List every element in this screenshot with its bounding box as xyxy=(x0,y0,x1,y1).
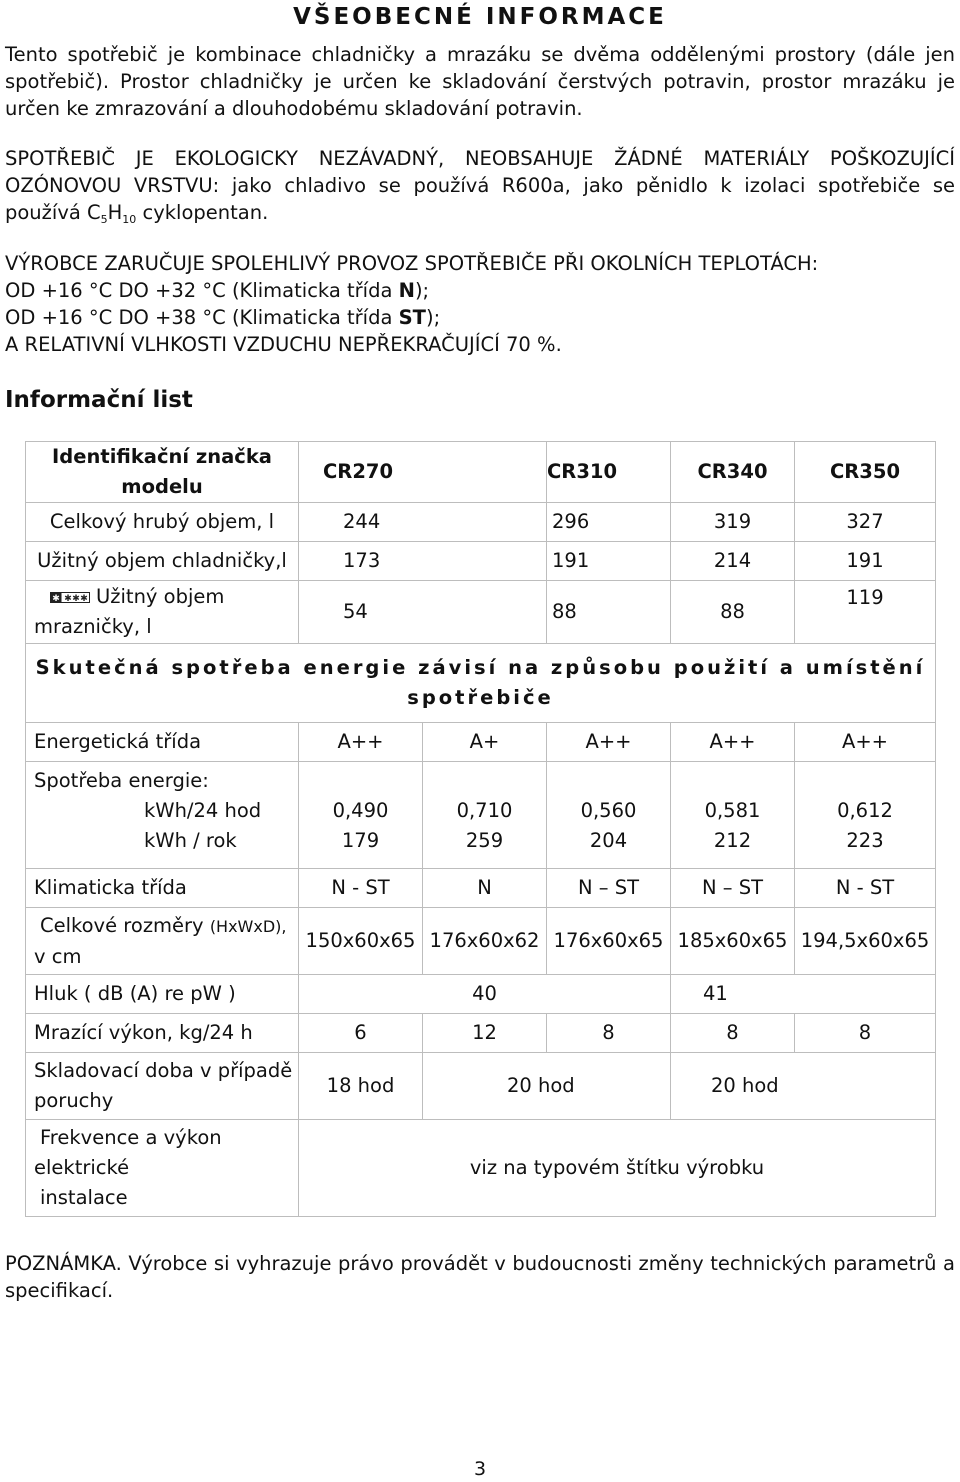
energy-class-value: A++ xyxy=(671,723,795,762)
freeze-power-value: 8 xyxy=(547,1014,671,1053)
energy-class-value: A++ xyxy=(299,723,423,762)
freezer-volume-value: 119 xyxy=(795,581,936,644)
gross-volume-value: 296 xyxy=(547,503,671,542)
freeze-power-label: Mrazící výkon, kg/24 h xyxy=(26,1014,299,1053)
energy-class-value: A+ xyxy=(423,723,547,762)
gross-volume-label: Celkový hrubý objem, l xyxy=(26,503,299,542)
dimensions-value: 176x60x62 xyxy=(423,908,547,975)
storage-time-value: 18 hod xyxy=(299,1053,423,1120)
electric-label-a: Frekvence a výkon xyxy=(40,1126,222,1149)
svg-text:✱: ✱ xyxy=(64,594,72,603)
eco-text: SPOTŘEBIČ JE EKOLOGICKY NEZÁVADNÝ, NEOBSAHUJE ŽÁDNÉ MATERIÁLY POŠKOZUJÍCÍ OZÓNOVOU VRSTVU: jako chladivo se používá R600a, jako pěnidlo k izolaci spotřebiče se používá C xyxy=(5,147,955,224)
dimensions-label-a: Celkové rozměry xyxy=(40,913,204,937)
eco-c-subscript: 5 xyxy=(100,213,108,226)
section-title: Informační list xyxy=(5,387,193,413)
footnote: POZNÁMKA. Výrobce si vyhrazuje právo provádět v budoucnosti změny technických parametrů a specifikací. xyxy=(5,1252,955,1302)
dimensions-label-unit: (HxWxD), xyxy=(209,916,287,936)
table-row xyxy=(26,723,936,762)
storage-time-label xyxy=(26,1053,299,1120)
model-cr350: CR350 xyxy=(795,442,936,503)
consumption-value xyxy=(671,762,795,869)
consumption-day-value: 0,560 xyxy=(580,799,637,822)
warranty-class-n: N xyxy=(398,279,415,302)
dimensions-label xyxy=(26,908,299,975)
page-title: VŠEOBECNÉ INFORMACE xyxy=(293,4,667,30)
warranty-line-2-pre: OD +16 °C DO +32 °C (Klimaticka třída xyxy=(5,279,399,302)
svg-text:✱: ✱ xyxy=(52,594,60,603)
energy-class-label: Energetická třída xyxy=(26,723,299,762)
freeze-power-value: 8 xyxy=(671,1014,795,1053)
warranty-line-4: A RELATIVNÍ VLHKOSTI VZDUCHU NEPŘEKRAČUJÍCÍ 70 %. xyxy=(5,333,562,356)
freezer-volume-value: 88 xyxy=(671,581,795,644)
gross-volume-value: 319 xyxy=(671,503,795,542)
dimensions-value: 150x60x65 xyxy=(299,908,423,975)
climate-class-label: Klimaticka třída xyxy=(26,869,299,908)
model-cr270: CR270 xyxy=(299,442,547,503)
fridge-volume-value: 214 xyxy=(671,542,795,581)
noise-label: Hluk ( dB (A) re pW ) xyxy=(26,975,299,1014)
eco-h: H xyxy=(107,201,123,224)
electric-value: viz na typovém štítku výrobku xyxy=(299,1120,936,1217)
noise-value: 41 xyxy=(671,975,936,1014)
warranty-paragraph xyxy=(5,250,955,358)
fridge-volume-value: 191 xyxy=(795,542,936,581)
table-row xyxy=(26,762,936,869)
electric-label-c: instalace xyxy=(40,1186,128,1209)
table-row xyxy=(26,542,936,581)
storage-time-value: 20 hod xyxy=(671,1053,936,1120)
table-row xyxy=(26,644,936,723)
consumption-year-value: 179 xyxy=(341,829,380,852)
warranty-line-3-post: ); xyxy=(425,306,441,329)
climate-class-value: N xyxy=(423,869,547,908)
model-cr340: CR340 xyxy=(671,442,795,503)
consumption-year-value: 204 xyxy=(589,829,628,852)
freezer-label-b: mrazničky, l xyxy=(34,615,152,638)
svg-text:✱: ✱ xyxy=(72,594,80,603)
consumption-year-value: 223 xyxy=(846,829,884,852)
table-row xyxy=(26,581,936,644)
energy-class-value: A++ xyxy=(795,723,936,762)
table-row xyxy=(26,503,936,542)
warranty-line-3-pre: OD +16 °C DO +38 °C (Klimaticka třída xyxy=(5,306,399,329)
noise-value: 40 xyxy=(299,975,671,1014)
eco-paragraph xyxy=(5,145,955,229)
climate-class-value: N - ST xyxy=(299,869,423,908)
consumption-day-value: 0,612 xyxy=(837,799,893,822)
fridge-volume-value: 191 xyxy=(547,542,671,581)
electric-label-b: elektrické xyxy=(34,1156,130,1179)
model-cr310: CR310 xyxy=(547,442,671,503)
freeze-power-value: 6 xyxy=(299,1014,423,1053)
consumption-value xyxy=(795,762,936,869)
consumption-day-label: kWh/24 hod xyxy=(144,799,262,822)
consumption-day-value: 0,490 xyxy=(332,799,389,822)
consumption-value xyxy=(547,762,671,869)
table-row xyxy=(26,869,936,908)
eco-end: cyklopentan. xyxy=(136,201,269,224)
storage-label-a: Skladovací doba v případě xyxy=(34,1059,293,1082)
table-row xyxy=(26,1053,936,1120)
consumption-value xyxy=(299,762,423,869)
model-header-label: Identifikační značka modelu xyxy=(26,442,299,503)
dimensions-value: 185x60x65 xyxy=(671,908,795,975)
info-sheet-table xyxy=(25,441,936,1217)
table-row xyxy=(26,1120,936,1217)
freezer-label-a: Užitný objem xyxy=(96,585,225,608)
energy-class-value: A++ xyxy=(547,723,671,762)
climate-class-value: N - ST xyxy=(795,869,936,908)
dimensions-label-b: v cm xyxy=(34,944,82,968)
svg-text:✱: ✱ xyxy=(80,594,88,603)
consumption-value xyxy=(423,762,547,869)
consumption-title: Spotřeba energie: xyxy=(34,769,209,792)
model-header-row xyxy=(26,442,936,503)
warranty-line-2-post: ); xyxy=(414,279,430,302)
consumption-year-value: 259 xyxy=(465,829,504,852)
freeze-power-value: 8 xyxy=(795,1014,936,1053)
page-number: 3 xyxy=(473,1458,487,1480)
consumption-year-value: 212 xyxy=(713,829,752,852)
gross-volume-value: 244 xyxy=(299,503,547,542)
consumption-day-value: 0,581 xyxy=(704,799,761,822)
climate-class-value: N – ST xyxy=(671,869,795,908)
climate-class-value: N – ST xyxy=(547,869,671,908)
fridge-volume-value: 173 xyxy=(299,542,547,581)
storage-time-value: 20 hod xyxy=(423,1053,671,1120)
electric-label xyxy=(26,1120,299,1217)
warranty-class-st: ST xyxy=(398,306,426,329)
table-row xyxy=(26,908,936,975)
eco-h-subscript: 10 xyxy=(122,213,137,226)
dimensions-value: 176x60x65 xyxy=(547,908,671,975)
consumption-year-label: kWh / rok xyxy=(144,829,237,852)
freezer-volume-value: 54 xyxy=(299,581,547,644)
energy-note-heading: Skutečná spotřeba energie závisí na způsobu použití a umístění spotřebiče xyxy=(26,644,936,723)
dimensions-value: 194,5x60x65 xyxy=(795,908,936,975)
warranty-line-1: VÝROBCE ZARUČUJE SPOLEHLIVÝ PROVOZ SPOTŘEBIČE PŘI OKOLNÍCH TEPLOTÁCH: xyxy=(5,252,819,275)
storage-label-b: poruchy xyxy=(34,1089,114,1112)
freeze-power-value: 12 xyxy=(423,1014,547,1053)
table-row xyxy=(26,1014,936,1053)
fridge-volume-label: Užitný objem chladničky,l xyxy=(26,542,299,581)
gross-volume-value: 327 xyxy=(795,503,936,542)
freezer-volume-label xyxy=(26,581,299,644)
consumption-label xyxy=(26,762,299,869)
consumption-day-value: 0,710 xyxy=(456,799,513,822)
table-row xyxy=(26,975,936,1014)
freezer-stars-icon xyxy=(50,592,90,603)
intro-paragraph: Tento spotřebič je kombinace chladničky a mrazáku se dvěma oddělenými prostory (dále jen spotřebič). Prostor chladničky je určen ke skladování čerstvých potravin, prostor mrazáku je určen ke zmrazování a dlouhodobému skladování potravin. xyxy=(5,43,955,120)
freezer-volume-value: 88 xyxy=(547,581,671,644)
